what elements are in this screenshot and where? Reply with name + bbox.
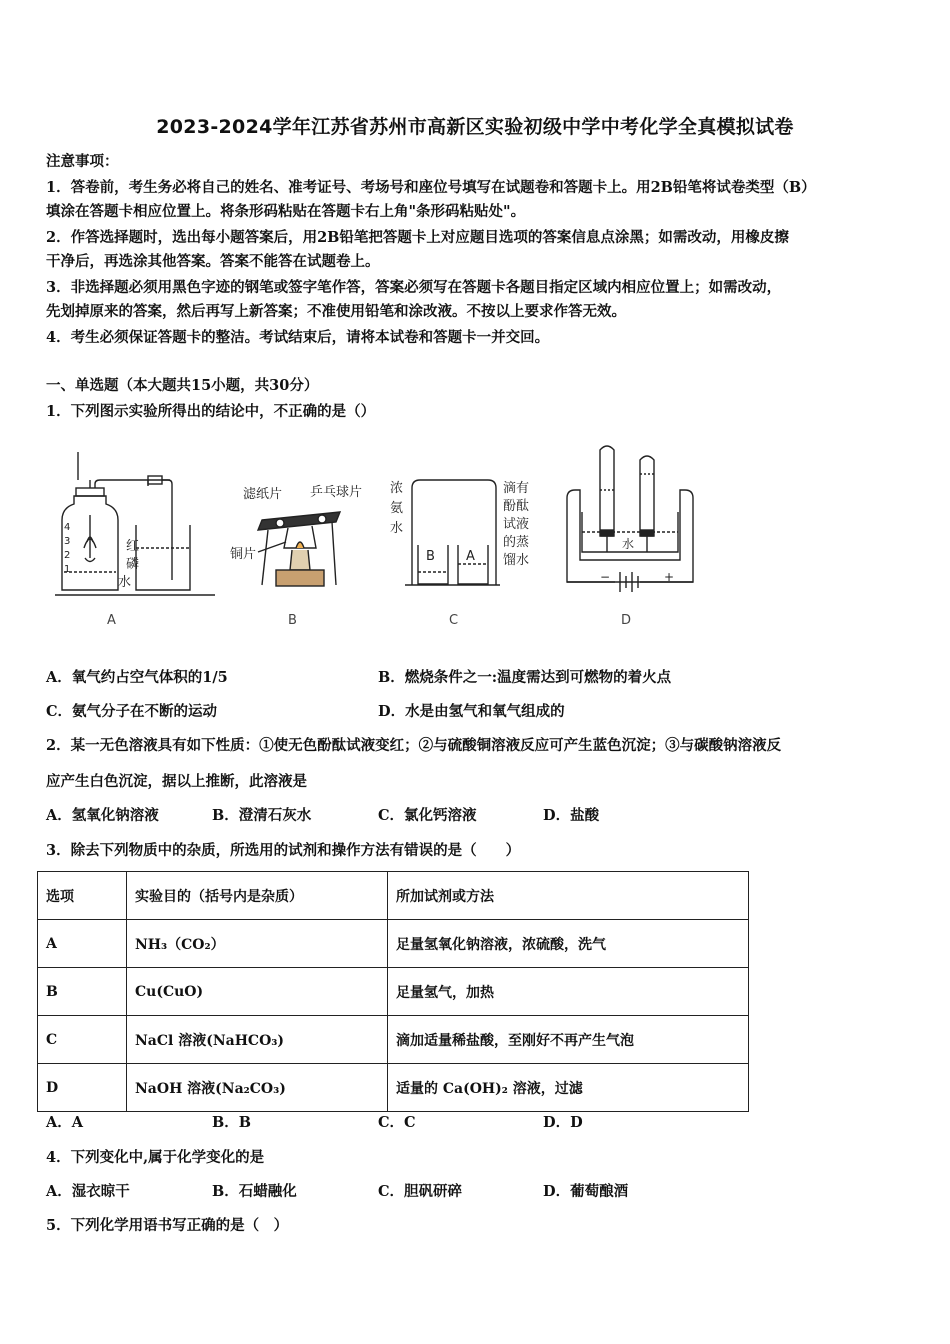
notice-line: 1．答卷前，考生务必将自己的姓名、准考证号、考场号和座位号填写在试题卷和答题卡上。用2B铅笔将试卷类型（B） — [46, 179, 816, 196]
fig-a-text: 红 — [126, 539, 140, 554]
fig-c-text: 的蒸 — [503, 535, 530, 550]
fig-c-text: 浓 — [390, 481, 404, 496]
table-cell: 滴加适量稀盐酸，至刚好不再产生气泡 — [388, 1016, 749, 1064]
table-row — [38, 1016, 749, 1064]
q2-option-c[interactable]: C．氯化钙溶液 — [378, 807, 477, 824]
table-header: 实验目的（括号内是杂质） — [127, 872, 388, 920]
fig-c-label: C — [449, 613, 459, 628]
fig-a-scale: 3 — [64, 536, 71, 547]
question-3-table — [37, 871, 749, 1112]
q3-option-c[interactable]: C．C — [378, 1114, 416, 1131]
table-header: 选项 — [38, 872, 127, 920]
fig-c-text: 酚酞 — [503, 499, 530, 514]
table-cell: B — [38, 968, 127, 1016]
table-row — [38, 968, 749, 1016]
table-header-row — [38, 872, 749, 920]
table-cell: NH₃（CO₂） — [127, 920, 388, 968]
fig-b-text: 滤纸片 — [243, 487, 283, 502]
q4-option-c[interactable]: C．胆矾研碎 — [378, 1183, 463, 1200]
q1-option-c[interactable]: C．氨气分子在不断的运动 — [46, 703, 218, 720]
table-row — [38, 920, 749, 968]
question-4-stem: 4．下列变化中,属于化学变化的是 — [46, 1149, 265, 1166]
table-cell: C — [38, 1016, 127, 1064]
fig-c-text: B — [426, 549, 435, 564]
table-cell: A — [38, 920, 127, 968]
notice-line: 4．考生必须保证答题卡的整洁。考试结束后，请将本试卷和答题卡一并交回。 — [46, 329, 550, 346]
fig-b-text: 乒乓球片 — [310, 485, 363, 500]
question-2-stem: 2．某一无色溶液具有如下性质：①使无色酚酞试液变红；②与硫酸铜溶液反应可产生蓝色沉淀；③与碳酸钠溶液反 — [46, 737, 782, 754]
q2-option-d[interactable]: D．盐酸 — [543, 807, 600, 824]
table-cell: 适量的 Ca(OH)₂ 溶液，过滤 — [388, 1064, 749, 1112]
q2-option-a[interactable]: A．氢氧化钠溶液 — [46, 807, 159, 824]
question-2-stem: 应产生白色沉淀，据以上推断，此溶液是 — [46, 773, 307, 790]
notice-line: 2．作答选择题时，选出每小题答案后，用2B铅笔把答题卡上对应题目选项的答案信息点涂黑；如需改动，用橡皮擦 — [46, 229, 789, 246]
q2-option-b[interactable]: B．澄清石灰水 — [212, 807, 312, 824]
notice-line: 先划掉原来的答案，然后再写上新答案；不准使用铅笔和涂改液。不按以上要求作答无效。 — [46, 303, 626, 320]
q1-option-a[interactable]: A．氧气约占空气体积的1/5 — [46, 669, 228, 686]
notice-line: 填涂在答题卡相应位置上。将条形码粘贴在答题卡右上角"条形码粘贴处"。 — [46, 203, 526, 220]
fig-c-text: 馏水 — [503, 553, 530, 568]
q1-option-b[interactable]: B．燃烧条件之一:温度需达到可燃物的着火点 — [378, 669, 672, 686]
table-header: 所加试剂或方法 — [388, 872, 749, 920]
q4-option-b[interactable]: B．石蜡融化 — [212, 1183, 297, 1200]
q3-option-d[interactable]: D．D — [543, 1114, 583, 1131]
fig-b-label: B — [288, 613, 297, 628]
notice-line: 3．非选择题必须用黑色字迹的钢笔或签字笔作答，答案必须写在答题卡各题目指定区域内相应位置上；如需改动， — [46, 279, 782, 296]
page-title: 2023-2024学年江苏省苏州市高新区实验初级中学中考化学全真模拟试卷 — [156, 116, 794, 138]
q4-option-a[interactable]: A．湿衣晾干 — [46, 1183, 130, 1200]
notice-line: 干净后，再选涂其他答案。答案不能答在试题卷上。 — [46, 253, 380, 270]
fig-b-text: 铜片 — [230, 547, 257, 562]
fig-a-text: 磷 — [126, 557, 140, 572]
table-cell: D — [38, 1064, 127, 1112]
table-row — [38, 1064, 749, 1112]
fig-a-text: 水 — [118, 575, 132, 590]
table-cell: 足量氢气，加热 — [388, 968, 749, 1016]
table-cell: NaOH 溶液(Na₂CO₃) — [127, 1064, 388, 1112]
q1-option-d[interactable]: D．水是由氢气和氧气组成的 — [378, 703, 565, 720]
q3-option-a[interactable]: A．A — [46, 1114, 84, 1131]
fig-a-label: A — [107, 613, 116, 628]
fig-a-scale: 2 — [64, 550, 71, 561]
notice-heading: 注意事项： — [46, 153, 119, 170]
section-heading: 一、单选题（本大题共15小题，共30分） — [46, 377, 319, 394]
fig-a-scale: 4 — [64, 522, 71, 533]
fig-d-text: 水 — [622, 537, 635, 551]
q3-option-b[interactable]: B．B — [212, 1114, 252, 1131]
fig-c-text: A — [466, 549, 475, 564]
table-cell: Cu(CuO) — [127, 968, 388, 1016]
fig-c-text: 水 — [390, 521, 404, 536]
question-1-stem: 1．下列图示实验所得出的结论中，不正确的是（） — [46, 403, 376, 420]
fig-d-label: D — [621, 613, 632, 628]
fig-d-text: − — [600, 570, 611, 584]
fig-c-text: 试液 — [503, 517, 530, 532]
fig-d-text: + — [664, 570, 675, 584]
table-cell: NaCl 溶液(NaHCO₃) — [127, 1016, 388, 1064]
fig-a-scale: 1 — [64, 564, 71, 575]
table-cell: 足量氢氧化钠溶液，浓硫酸，洗气 — [388, 920, 749, 968]
fig-c-text: 氨 — [390, 501, 404, 516]
fig-c-text: 滴有 — [503, 481, 530, 496]
question-5-stem: 5．下列化学用语书写正确的是（ ） — [46, 1217, 289, 1234]
question-3-stem: 3．除去下列物质中的杂质，所选用的试剂和操作方法有错误的是（ ） — [46, 842, 521, 859]
question-1-figures — [40, 440, 720, 640]
q4-option-d[interactable]: D．葡萄酿酒 — [543, 1183, 629, 1200]
